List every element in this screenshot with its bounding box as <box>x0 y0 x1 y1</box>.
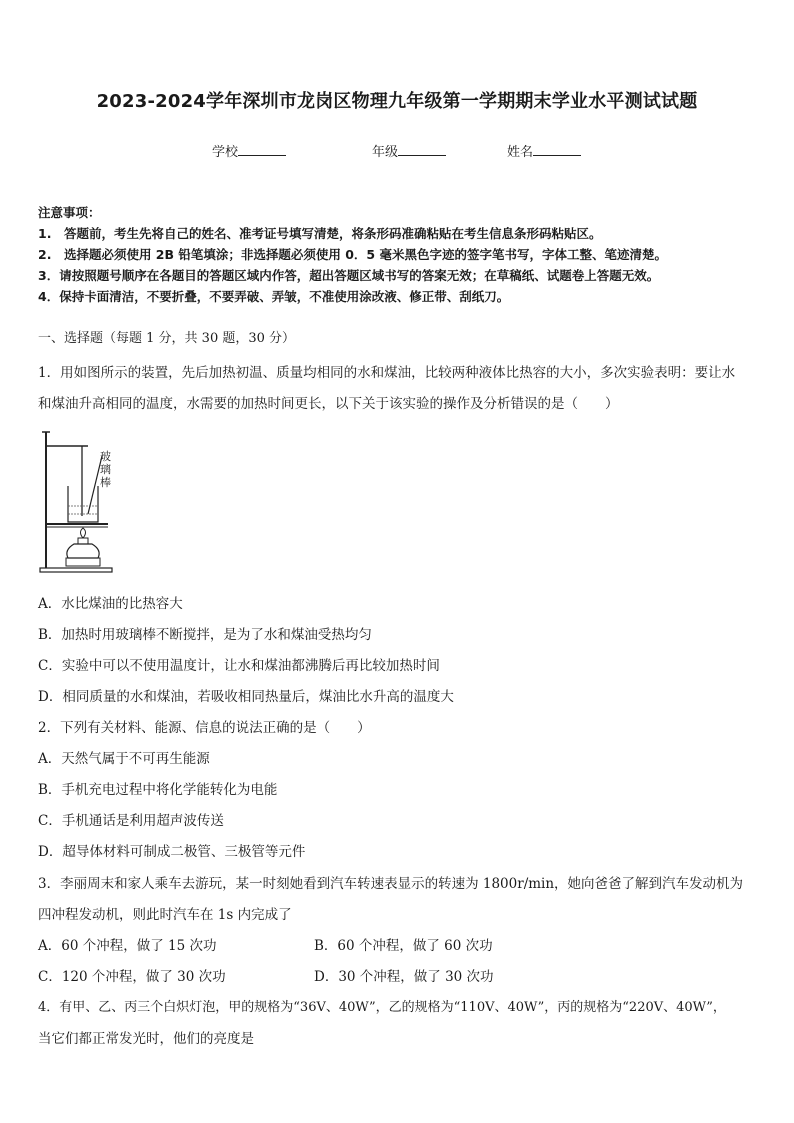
name-label: 姓名 <box>507 145 534 160</box>
grade-blank <box>398 143 446 156</box>
school-blank <box>238 143 286 156</box>
notes-item: 2. 选择题必须使用 2B 铅笔填涂；非选择题必须使用 0．5 毫米黑色字迹的签字笔书写，字体工整、笔迹清楚。 <box>38 247 667 262</box>
question-3-line: 四冲程发动机，则此时汽车在 1s 内完成了 <box>38 907 292 923</box>
notes-item: 3．请按照题号顺序在各题目的答题区域内作答，超出答题区域书写的答案无效；在草稿纸、试题卷上答题无效。 <box>38 268 660 283</box>
q1-line: 1．用如图所示的装置，先后加热初温、质量均相同的水和煤油，比较两种液体比热容的大小，多次实验表明：要让水 <box>38 365 736 381</box>
name-blank <box>533 143 581 156</box>
q2-option-a: A．天然气属于不可再生能源 <box>38 751 210 767</box>
question-4-line: 当它们都正常发光时，他们的亮度是 <box>38 1031 254 1047</box>
name-field <box>507 141 581 160</box>
question-3-line: 3．李丽周末和家人乘车去游玩，某一时刻她看到汽车转速表显示的转速为 1800r/min，她向爸爸了解到汽车发动机为 <box>38 876 744 892</box>
q3-option-c: C．120 个冲程，做了 30 次功 <box>38 969 226 985</box>
q1-option-a: A．水比煤油的比热容大 <box>38 596 183 612</box>
section-heading: 一、选择题（每题 1 分，共 30 题，30 分） <box>38 331 296 346</box>
exam-title: 2023-2024学年深圳市龙岗区物理九年级第一学期期末学业水平测试试题 <box>96 91 698 112</box>
q1-option-b: B．加热时用玻璃棒不断搅拌，是为了水和煤油受热均匀 <box>38 627 372 643</box>
q2-option-b: B．手机充电过程中将化学能转化为电能 <box>38 782 278 798</box>
question-4-line: 4．有甲、乙、丙三个白炽灯泡，甲的规格为“36V、40W”，乙的规格为“110V、40W”，丙的规格为“220V、40W”， <box>38 1000 726 1015</box>
question-1-stem <box>38 358 768 420</box>
notes-heading: 注意事项： <box>38 205 101 220</box>
notes-item: 1. 答题前，考生先将自己的姓名、准考证号填写清楚，将条形码准确粘贴在考生信息条形码粘贴区。 <box>38 226 602 241</box>
q1-option-c: C．实验中可以不使用温度计，让水和煤油都沸腾后再比较加热时间 <box>38 658 440 674</box>
grade-field <box>372 141 446 160</box>
q3-option-a: A．60 个冲程，做了 15 次功 <box>38 938 217 954</box>
grade-label: 年级 <box>372 145 399 160</box>
glass-rod-label: 玻璃棒 <box>100 450 111 489</box>
school-label: 学校 <box>212 145 239 160</box>
q1-line: 和煤油升高相同的温度，水需要的加热时间更长，以下关于该实验的操作及分析错误的是（ ） <box>38 396 619 412</box>
question-2-stem: 2．下列有关材料、能源、信息的说法正确的是（ ） <box>38 720 371 736</box>
q3-option-d: D．30 个冲程，做了 30 次功 <box>314 969 494 985</box>
school-field <box>212 141 286 160</box>
q2-option-c: C．手机通话是利用超声波传送 <box>38 813 224 829</box>
q1-option-d: D．相同质量的水和煤油，若吸收相同热量后，煤油比水升高的温度大 <box>38 689 454 705</box>
q3-option-b: B．60 个冲程，做了 60 次功 <box>314 938 493 954</box>
apparatus-figure <box>38 428 118 582</box>
notes-item: 4．保持卡面清洁，不要折叠，不要弄破、弄皱，不准使用涂改液、修正带、刮纸刀。 <box>38 289 510 304</box>
q2-option-d: D．超导体材料可制成二极管、三极管等元件 <box>38 844 306 860</box>
notes-block <box>38 202 667 307</box>
